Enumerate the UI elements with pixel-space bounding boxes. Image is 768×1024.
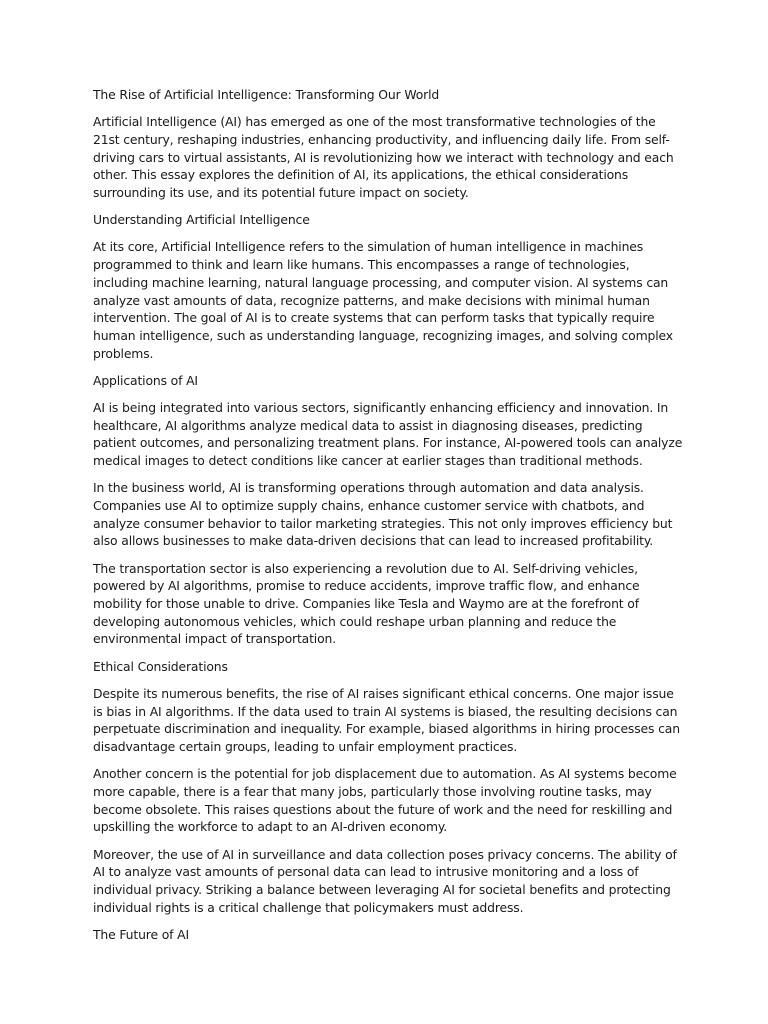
section-heading-ethical: Ethical Considerations [93,658,228,674]
section-heading-understanding: Understanding Artificial Intelligence [93,212,310,228]
section-paragraph: Another concern is the potential for job displacement due to automation. As AI systems become more capable, there is a fear that many jobs, particularly those involving routine tasks, may become obsolete. This raises questions about the future of work and the need for reskilling and upskilling the workforce to adapt to an AI-driven economy. [93,766,677,835]
section-paragraph: AI is being integrated into various sectors, significantly enhancing efficiency and innovation. In healthcare, AI algorithms analyze medical data to assist in diagnosing diseases, predicting patient outcomes, and personalizing treatment plans. For instance, AI-powered tools can analyze medical images to detect conditions like cancer at earlier stages than traditional methods. [93,400,683,469]
section-paragraph: Despite its numerous benefits, the rise of AI raises significant ethical concerns. One major issue is bias in AI algorithms. If the data used to train AI systems is biased, the resulting decisions can perpetuate discrimination and inequality. For example, biased algorithms in hiring processes can disadvantage certain groups, leading to unfair employment practices. [93,685,680,754]
section-heading-future: The Future of AI [93,926,189,942]
section-paragraph: At its core, Artificial Intelligence refers to the simulation of human intelligence in machines programmed to think and learn like humans. This encompasses a range of technologies, including machine learning, natural language processing, and computer vision. AI systems can analyze vast amounts of data, recognize patterns, and make decisions with minimal human intervention. The goal of AI is to create systems that can perform tasks that typically require human intelligence, such as understanding language, recognizing images, and solving complex problems. [93,239,673,361]
document-title: The Rise of Artificial Intelligence: Transforming Our World [93,87,440,102]
section-paragraph: In the business world, AI is transforming operations through automation and data analysis. Companies use AI to optimize supply chains, enhance customer service with chatbots, and analyze consumer behavior to tailor marketing strategies. This not only improves efficiency but also allows businesses to make data-driven decisions that can lead to increased profitability. [93,480,673,549]
section-paragraph: The transportation sector is also experiencing a revolution due to AI. Self-driving vehicles, powered by AI algorithms, promise to reduce accidents, improve traffic flow, and enhance mobility for those unable to drive. Companies like Tesla and Waymo are at the forefront of developing autonomous vehicles, which could reshape urban planning and reduce the environmental impact of transportation. [93,560,640,647]
intro-paragraph: Artificial Intelligence (AI) has emerged as one of the most transformative technologies of the 21st century, reshaping industries, enhancing productivity, and influencing daily life. From self-driving cars to virtual assistants, AI is revolutionizing how we interact with technology and each other. This essay explores the definition of AI, its applications, the ethical considerations surrounding its use, and its potential future impact on society. [93,114,674,201]
section-heading-applications: Applications of AI [93,372,198,388]
document-body [93,86,683,953]
section-paragraph: Moreover, the use of AI in surveillance and data collection poses privacy concerns. The ability of AI to analyze vast amounts of personal data can lead to intrusive monitoring and a loss of individual privacy. Striking a balance between leveraging AI for societal benefits and protecting individual rights is a critical challenge that policymakers must address. [93,846,677,915]
